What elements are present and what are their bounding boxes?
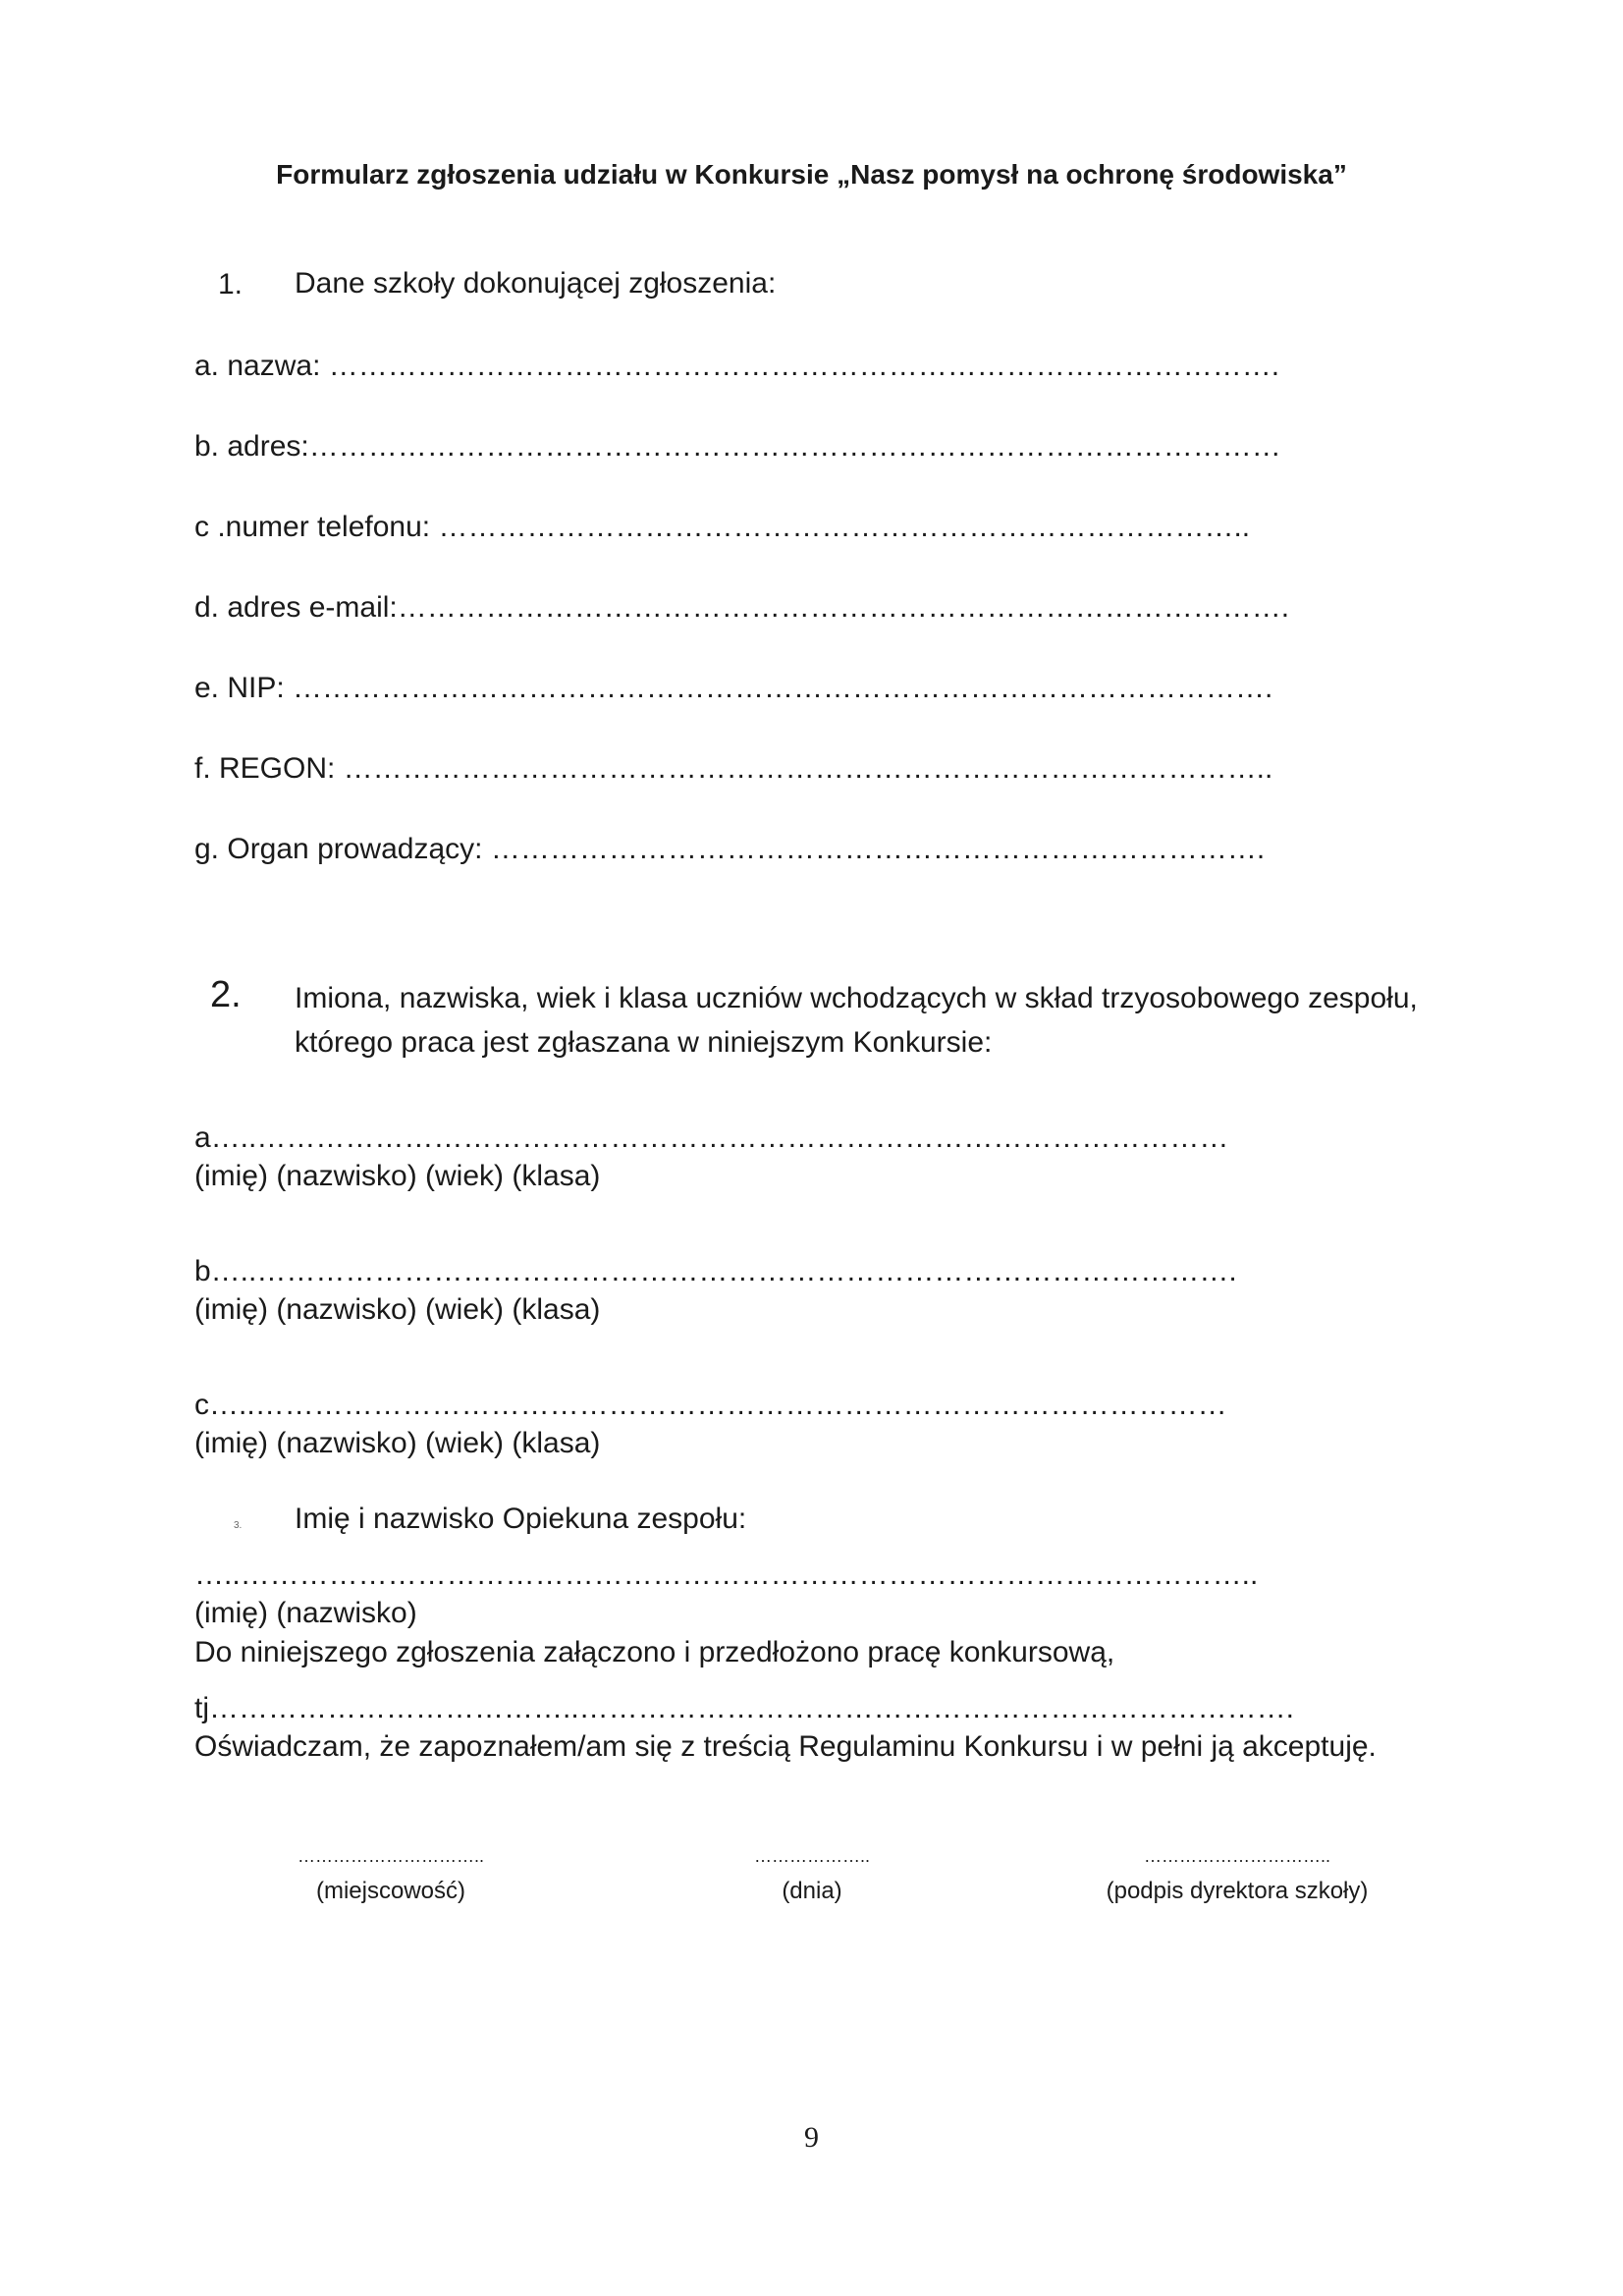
director-signature-line: ………………………….. <box>1143 1846 1330 1866</box>
place-label: (miejscowość) <box>315 1878 465 1904</box>
section-2-heading-line1: Imiona, nazwiska, wiek i klasa uczniów wchodzących w skład trzyosobowego zespołu, <box>295 982 1418 1014</box>
member-a-line: a…..……………………………………………………………………………………… <box>194 1121 1229 1154</box>
school-regon-field: f. REGON: ………………………………………………………………………………….. <box>194 752 1273 785</box>
section-3-heading: Imię i nazwisko Opiekuna zespołu: <box>295 1503 747 1535</box>
member-c-line: c…..……………………………………………………………………………………… <box>194 1389 1227 1421</box>
director-signature-label: (podpis dyrektora szkoły) <box>1106 1878 1369 1904</box>
date-label: (dnia) <box>782 1878 842 1904</box>
school-phone-field: c .numer telefonu: ……………………………………………………………………….. <box>194 511 1251 543</box>
school-nip-field: e. NIP: ………………………………………………………………………………………. <box>194 672 1273 704</box>
form-title: Formularz zgłoszenia udziału w Konkursie „Nasz pomysł na ochronę środowiska” <box>276 159 1347 190</box>
school-name-field: a. nazwa: ……………………………………………………………………………………. <box>194 350 1280 382</box>
member-b-caption: (imię) (nazwisko) (wiek) (klasa) <box>194 1293 601 1326</box>
school-email-field: d. adres e-mail:………………………………………………………………………………. <box>194 591 1290 624</box>
place-signature-line: ………………………….. <box>297 1846 484 1866</box>
tj-line: tj………………………………..………………………………………………………………. <box>194 1692 1295 1724</box>
supervisor-line: …..………………………………………………………………………………………….. <box>194 1558 1259 1591</box>
section-1-heading: Dane szkoły dokonującej zgłoszenia: <box>295 267 777 300</box>
section-3-number: 3. <box>234 1520 243 1531</box>
member-c-caption: (imię) (nazwisko) (wiek) (klasa) <box>194 1427 601 1459</box>
section-1-number: 1. <box>218 268 243 301</box>
section-2-number: 2. <box>210 974 242 1015</box>
page-number: 9 <box>804 2121 819 2154</box>
attachment-text: Do niniejszego zgłoszenia załączono i przedłożono pracę konkursową, <box>194 1636 1115 1668</box>
school-authority-field: g. Organ prowadzący: ……………………………………………………………………. <box>194 833 1266 865</box>
member-b-line: b…..………………………………………………………………………………………. <box>194 1255 1237 1287</box>
declaration-text: Oświadczam, że zapoznałem/am się z treścią Regulaminu Konkursu i w pełni ją akceptuję. <box>194 1730 1377 1763</box>
date-signature-line: ……………….. <box>753 1846 870 1866</box>
school-address-field: b. adres:……………………………………………………………………………………… <box>194 430 1281 463</box>
member-a-caption: (imię) (nazwisko) (wiek) (klasa) <box>194 1160 601 1192</box>
section-2-heading-line2: którego praca jest zgłaszana w niniejszym Konkursie: <box>295 1026 993 1059</box>
supervisor-caption: (imię) (nazwisko) <box>194 1597 417 1629</box>
